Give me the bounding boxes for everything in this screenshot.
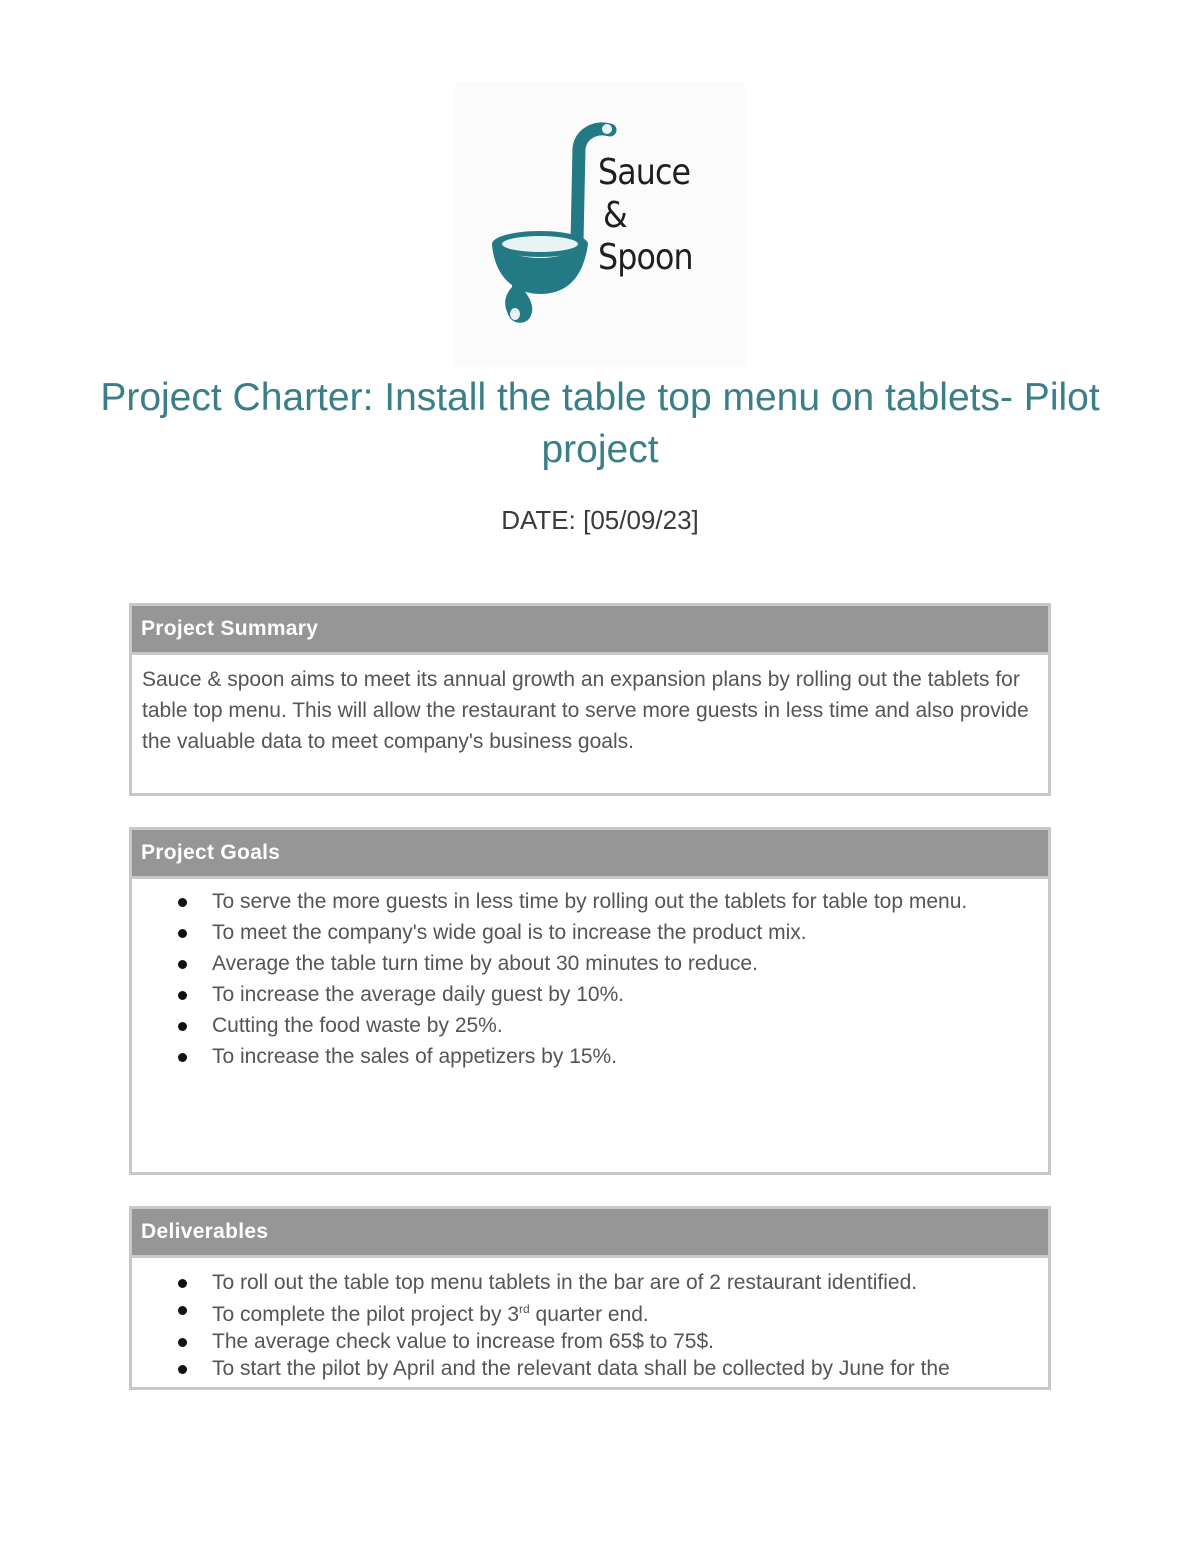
deliverables-section — [129, 1206, 1051, 1390]
logo — [455, 82, 745, 367]
logo-text-spoon: Spoon — [598, 237, 693, 278]
ladle-icon — [455, 82, 745, 367]
list-item: To roll out the table top menu tablets in the bar are of 2 restaurant identified. — [212, 1269, 1038, 1296]
list-item: To serve the more guests in less time by rolling out the tablets for table top menu. — [212, 886, 988, 917]
list-item: To increase the sales of appetizers by 15%. — [212, 1041, 988, 1072]
project-summary-section — [129, 603, 1051, 796]
logo-text-sauce: Sauce — [598, 152, 691, 193]
list-item: Cutting the food waste by 25%. — [212, 1010, 988, 1041]
summary-text: Sauce & spoon aims to meet its annual growth an expansion plans by rolling out the tablets for table top menu. This will allow the restaurant to serve more guests in less time and also provide the valuable data to meet company's business goals. — [142, 668, 1029, 753]
logo-text-ampersand: & — [603, 195, 627, 236]
list-item: To meet the company's wide goal is to increase the product mix. — [212, 917, 988, 948]
section-header: Deliverables — [132, 1209, 1048, 1258]
list-item: To start the pilot by April and the relevant data shall be collected by June for the — [212, 1355, 1038, 1382]
page-title: Project Charter: Install the table top menu on tablets- Pilot project — [100, 376, 1100, 471]
section-header: Project Goals — [132, 830, 1048, 879]
list-item: To increase the average daily guest by 10%. — [212, 979, 988, 1010]
list-item: To complete the pilot project by 3rd quarter end. — [212, 1296, 1038, 1328]
document-date: DATE: [05/09/23] — [501, 505, 699, 535]
list-item: Average the table turn time by about 30 minutes to reduce. — [212, 948, 988, 979]
list-item: The average check value to increase from 65$ to 75$. — [212, 1328, 1038, 1355]
project-goals-section — [129, 827, 1051, 1175]
section-header: Project Summary — [132, 606, 1048, 655]
